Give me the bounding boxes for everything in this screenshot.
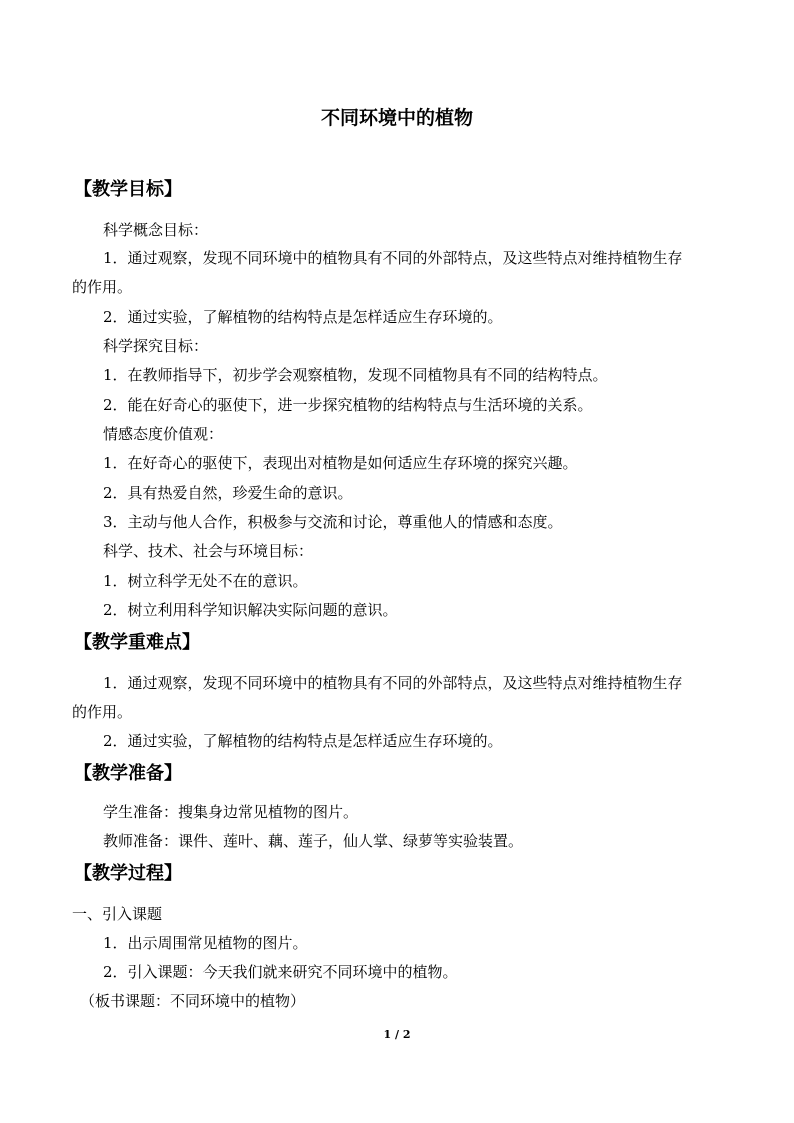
stse-goal-label: 科学、技术、社会与环境目标： bbox=[103, 542, 314, 560]
section-heading-process: 【教学过程】 bbox=[74, 863, 182, 884]
inquiry-goal-2: 2．能在好奇心的驱使下，进一步探究植物的结构特点与生活环境的关系。 bbox=[103, 396, 593, 414]
process-step-1: 1．出示周围常见植物的图片。 bbox=[103, 934, 308, 952]
stse-goal-2: 2．树立利用科学知识解决实际问题的意识。 bbox=[103, 601, 398, 619]
document-title: 不同环境中的植物 bbox=[320, 107, 473, 129]
key-point-1-cont: 的作用。 bbox=[72, 703, 133, 721]
concept-goal-1: 1．通过观察，发现不同环境中的植物具有不同的外部特点，及这些特点对维持植物生存 bbox=[103, 249, 683, 267]
board-note: （板书课题：不同环境中的植物） bbox=[80, 992, 306, 1010]
inquiry-goal-label: 科学探究目标： bbox=[103, 337, 209, 355]
concept-goal-2: 2．通过实验，了解植物的结构特点是怎样适应生存环境的。 bbox=[103, 308, 503, 326]
process-step-2: 2．引入课题：今天我们就来研究不同环境中的植物。 bbox=[103, 963, 458, 981]
concept-goal-1-cont: 的作用。 bbox=[72, 278, 133, 296]
concept-goal-label: 科学概念目标： bbox=[103, 221, 209, 239]
key-point-2: 2．通过实验，了解植物的结构特点是怎样适应生存环境的。 bbox=[103, 732, 503, 750]
page-number: 1 / 2 bbox=[383, 1028, 411, 1041]
teacher-preparation: 教师准备：课件、莲叶、藕、莲子，仙人掌、绿萝等实验装置。 bbox=[103, 832, 524, 850]
key-point-1: 1．通过观察，发现不同环境中的植物具有不同的外部特点，及这些特点对维持植物生存 bbox=[103, 674, 683, 692]
section-heading-key-points: 【教学重难点】 bbox=[74, 632, 200, 653]
attitude-goal-1: 1．在好奇心的驱使下，表现出对植物是如何适应生存环境的探究兴趣。 bbox=[103, 454, 578, 472]
attitude-goal-3: 3．主动与他人合作，积极参与交流和讨论，尊重他人的情感和态度。 bbox=[103, 513, 563, 531]
inquiry-goal-1: 1．在教师指导下，初步学会观察植物，发现不同植物具有不同的结构特点。 bbox=[103, 366, 608, 384]
attitude-goal-label: 情感态度价值观： bbox=[103, 425, 224, 443]
stse-goal-1: 1．树立科学无处不在的意识。 bbox=[103, 572, 308, 590]
section-heading-objectives: 【教学目标】 bbox=[74, 179, 182, 200]
attitude-goal-2: 2．具有热爱自然，珍爱生命的意识。 bbox=[103, 484, 353, 502]
student-preparation: 学生准备：搜集身边常见植物的图片。 bbox=[103, 803, 359, 821]
section-heading-preparation: 【教学准备】 bbox=[74, 763, 182, 784]
process-part-1: 一、引入课题 bbox=[72, 905, 163, 923]
